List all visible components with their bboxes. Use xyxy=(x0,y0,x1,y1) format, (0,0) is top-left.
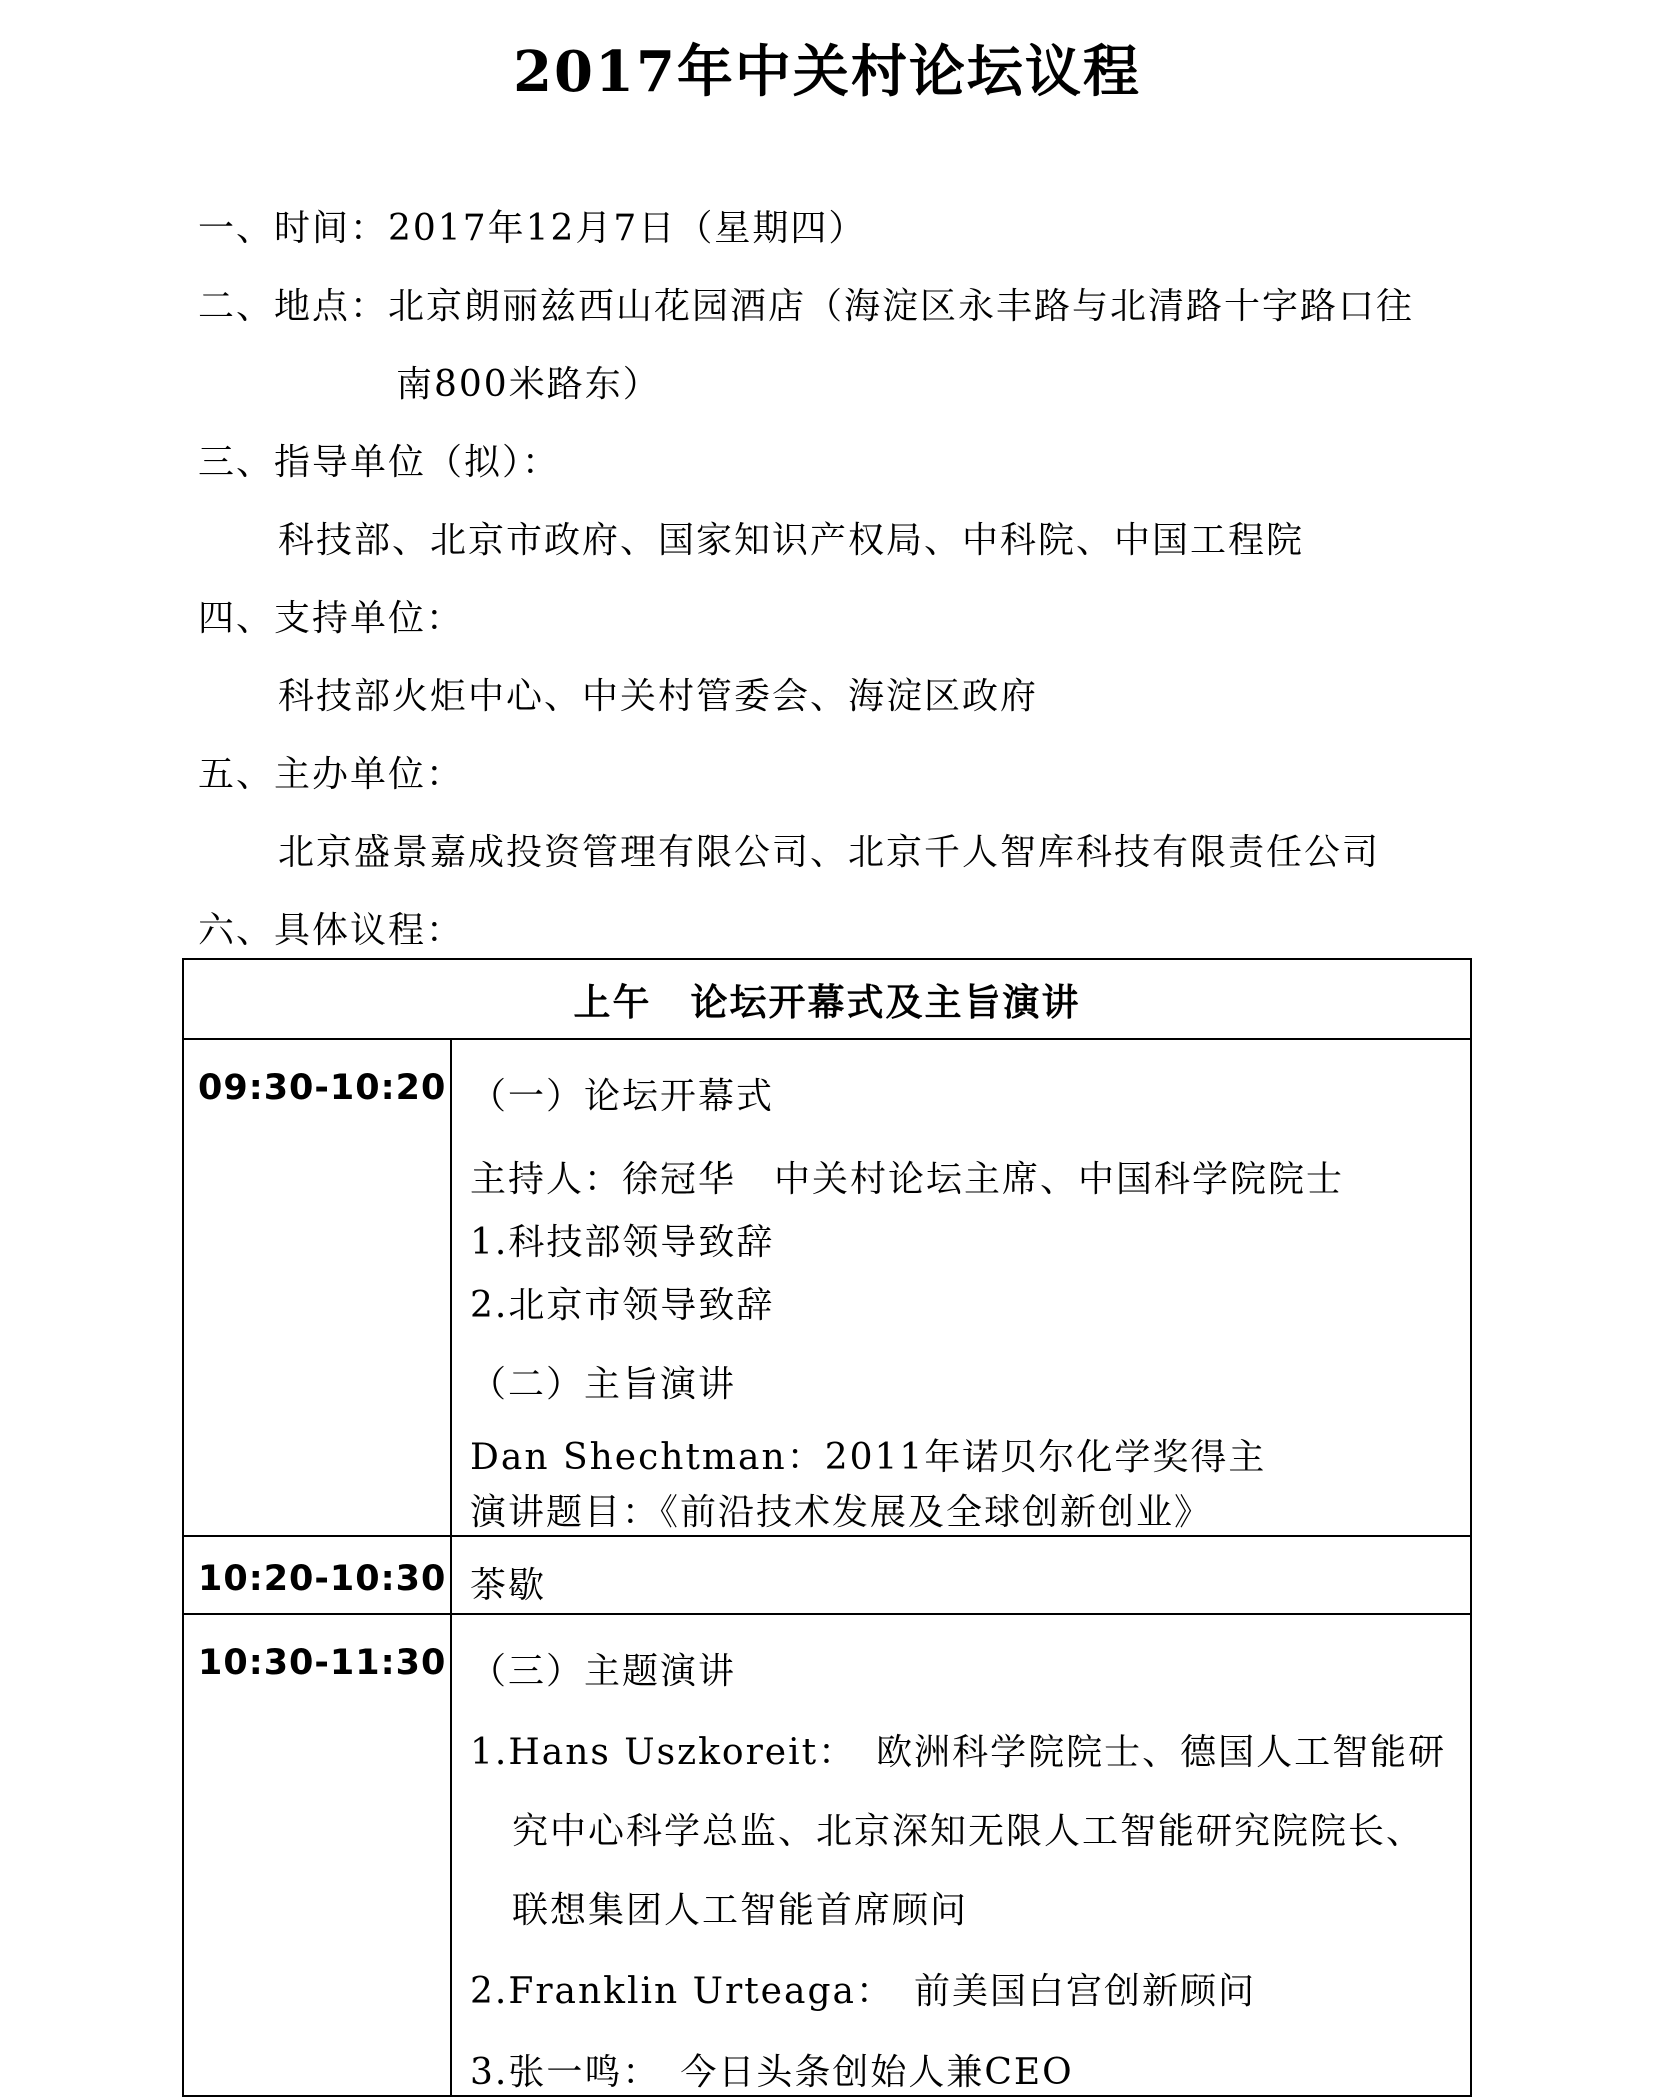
agenda-line: （一）论坛开幕式 xyxy=(470,1076,775,1117)
agenda-line: 演讲题目：《前沿技术发展及全球创新创业》 xyxy=(470,1492,1213,1533)
guide-units-label: 三、指导单位（拟）： xyxy=(198,442,561,483)
agenda-line: （三）主题演讲 xyxy=(470,1651,737,1692)
agenda-line: 究中心科学总监、北京深知无限人工智能研究院院长、 xyxy=(512,1811,1425,1852)
agenda-content xyxy=(451,1039,1471,1536)
agenda-label: 六、具体议程： xyxy=(198,910,465,951)
agenda-time: 10:20-10:30 xyxy=(183,1536,451,1614)
support-units-value: 科技部火炬中心、中关村管委会、海淀区政府 xyxy=(278,676,1039,717)
organizer-value: 北京盛景嘉成投资管理有限公司、北京千人智库科技有限责任公司 xyxy=(278,832,1381,873)
agenda-line: （二）主旨演讲 xyxy=(470,1364,737,1405)
session-header: 上午 论坛开幕式及主旨演讲 xyxy=(183,959,1471,1039)
agenda-line: 2.Franklin Urteaga： 前美国白宫创新顾问 xyxy=(470,1971,1256,2012)
agenda-line: 联想集团人工智能首席顾问 xyxy=(512,1890,969,1931)
agenda-line: 1.科技部领导致辞 xyxy=(470,1222,775,1263)
agenda-content xyxy=(451,1614,1471,2096)
event-venue-line2: 南800米路东） xyxy=(396,364,661,405)
agenda-line: 主持人：徐冠华 中关村论坛主席、中国科学院院士 xyxy=(470,1159,1345,1200)
agenda-line: 2.北京市领导致辞 xyxy=(470,1285,775,1326)
event-time: 一、时间：2017年12月7日（星期四） xyxy=(198,208,867,249)
organizer-label: 五、主办单位： xyxy=(198,754,465,795)
page-title: 2017年中关村论坛议程 xyxy=(513,39,1141,105)
agenda-row xyxy=(183,1614,1471,2096)
agenda-line: 茶歇 xyxy=(470,1565,547,1606)
agenda-line: Dan Shechtman：2011年诺贝尔化学奖得主 xyxy=(470,1437,1267,1478)
agenda-line: 1.Hans Uszkoreit： 欧洲科学院院士、德国人工智能研 xyxy=(470,1732,1447,1773)
agenda-line: 3.张一鸣： 今日头条创始人兼CEO xyxy=(470,2052,1074,2093)
agenda-row xyxy=(183,1039,1471,1536)
event-venue-line1: 二、地点：北京朗丽兹西山花园酒店（海淀区永丰路与北清路十字路口往 xyxy=(198,286,1415,327)
agenda-row xyxy=(183,1536,1471,1614)
agenda-time: 09:30-10:20 xyxy=(183,1039,451,1536)
support-units-label: 四、支持单位： xyxy=(198,598,465,639)
agenda-time: 10:30-11:30 xyxy=(183,1614,451,2096)
agenda-content xyxy=(451,1536,1471,1614)
guide-units-value: 科技部、北京市政府、国家知识产权局、中科院、中国工程院 xyxy=(278,520,1305,561)
agenda-table xyxy=(182,958,1472,2097)
session-header-row xyxy=(183,959,1471,1039)
